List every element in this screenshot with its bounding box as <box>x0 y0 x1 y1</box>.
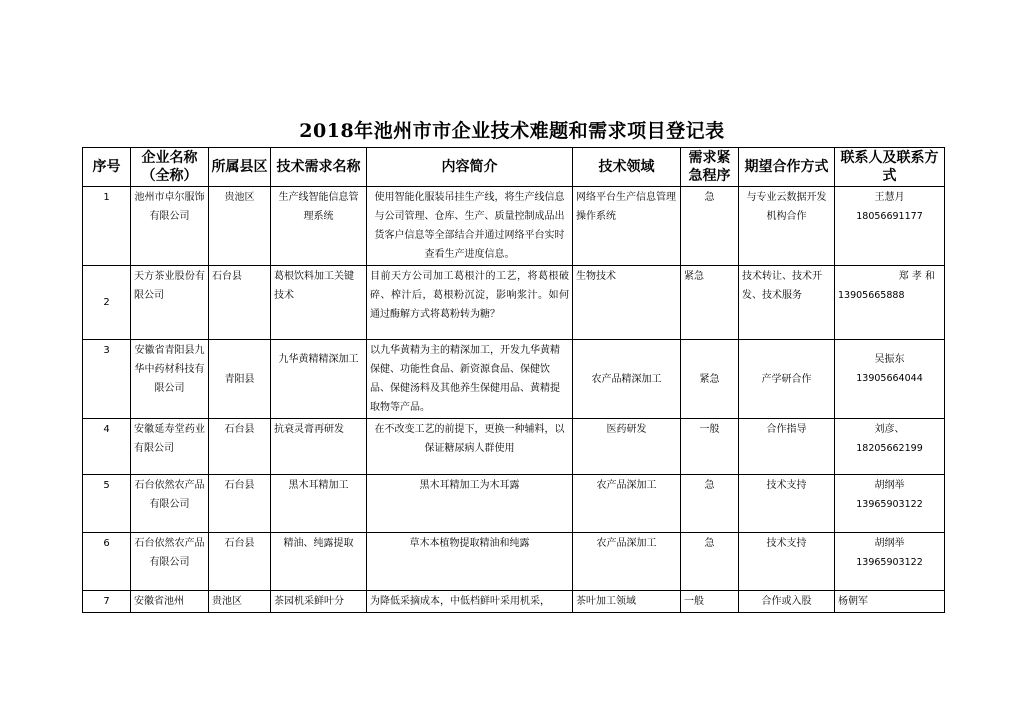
cell-need: 九华黄精精深加工 <box>271 340 367 419</box>
cell-no: 2 <box>83 266 131 340</box>
cell-contact <box>835 591 945 613</box>
cell-urgency: 紧急 <box>681 266 739 340</box>
cell-no: 7 <box>83 591 131 613</box>
header-need: 技术需求名称 <box>271 148 367 187</box>
cell-field: 网络平台生产信息管理操作系统 <box>573 187 681 266</box>
cell-company: 安徽省青阳县九华中药材科技有限公司 <box>131 340 209 419</box>
cell-county: 石台县 <box>209 266 271 340</box>
cell-county: 贵池区 <box>209 187 271 266</box>
cell-need: 黑木耳精加工 <box>271 475 367 533</box>
cell-no: 5 <box>83 475 131 533</box>
project-table <box>82 147 945 613</box>
cell-company: 安徽省池州 <box>131 591 209 613</box>
cell-field: 农产品深加工 <box>573 475 681 533</box>
cell-intro: 黑木耳精加工为木耳露 <box>367 475 573 533</box>
cell-urgency: 急 <box>681 533 739 591</box>
cell-intro: 使用智能化服装吊挂生产线，将生产线信息与公司管理、仓库、生产、质量控制成品出货客户信息等全部结合并通过网络平台实时查看生产进度信息。 <box>367 187 573 266</box>
cell-need: 葛根饮料加工关键技术 <box>271 266 367 340</box>
cell-coop: 合作指导 <box>739 419 835 475</box>
header-coop: 期望合作方式 <box>739 148 835 187</box>
cell-county: 贵池区 <box>209 591 271 613</box>
contact-name: 杨朝军 <box>838 596 868 607</box>
cell-intro: 以九华黄精为主的精深加工，开发九华黄精保健、功能性食品、新资源食品、保健饮品、保健汤料及其他养生保健用品、黄精提取物等产品。 <box>367 340 573 419</box>
contact-phone: 18205662199 <box>856 443 923 454</box>
cell-contact <box>835 475 945 533</box>
cell-field: 农产品深加工 <box>573 533 681 591</box>
contact-name: 吴振东 <box>874 354 905 365</box>
header-field: 技术领域 <box>573 148 681 187</box>
cell-contact <box>835 266 945 340</box>
page-title: 2018年池州市市企业技术难题和需求项目登记表 <box>299 120 725 142</box>
header-contact: 联系人及联系方式 <box>835 148 945 187</box>
cell-intro: 在不改变工艺的前提下，更换一种辅料，以保证糖尿病人群使用 <box>367 419 573 475</box>
cell-no: 4 <box>83 419 131 475</box>
contact-phone: 18056691177 <box>856 211 923 222</box>
cell-contact <box>835 187 945 266</box>
contact-phone: 13965903122 <box>856 499 923 510</box>
cell-contact <box>835 419 945 475</box>
cell-county: 石台县 <box>209 419 271 475</box>
contact-name: 郑 孝 和 <box>898 271 935 282</box>
contact-phone: 13905665888 <box>838 290 905 301</box>
cell-coop: 技术支持 <box>739 533 835 591</box>
contact-name: 王慧月 <box>874 192 905 203</box>
cell-company: 池州市卓尔服饰有限公司 <box>131 187 209 266</box>
header-urgency: 需求紧急程序 <box>681 148 739 187</box>
cell-field: 农产品精深加工 <box>573 340 681 419</box>
cell-field: 生物技术 <box>573 266 681 340</box>
cell-coop: 技术支持 <box>739 475 835 533</box>
table-row <box>83 591 945 613</box>
contact-name: 胡纲举 <box>874 538 905 549</box>
cell-county: 石台县 <box>209 475 271 533</box>
cell-urgency: 一般 <box>681 591 739 613</box>
cell-county: 青阳县 <box>209 340 271 419</box>
cell-urgency: 急 <box>681 475 739 533</box>
cell-need: 生产线智能信息管理系统 <box>271 187 367 266</box>
cell-field: 茶叶加工领域 <box>573 591 681 613</box>
table-row <box>83 187 945 266</box>
cell-urgency: 急 <box>681 187 739 266</box>
contact-phone: 13905664044 <box>856 373 923 384</box>
cell-field: 医药研发 <box>573 419 681 475</box>
header-company: 企业名称（全称） <box>131 148 209 187</box>
cell-coop: 产学研合作 <box>739 340 835 419</box>
table-row <box>83 533 945 591</box>
cell-company: 石台依然农产品有限公司 <box>131 475 209 533</box>
cell-coop: 与专业云数据开发机构合作 <box>739 187 835 266</box>
cell-contact <box>835 340 945 419</box>
cell-no: 1 <box>83 187 131 266</box>
cell-need: 茶园机采鲜叶分 <box>271 591 367 613</box>
header-county: 所属县区 <box>209 148 271 187</box>
contact-name: 胡纲举 <box>874 480 905 491</box>
table-header-row <box>83 148 945 187</box>
header-intro: 内容简介 <box>367 148 573 187</box>
cell-contact <box>835 533 945 591</box>
table-row <box>83 475 945 533</box>
cell-coop: 技术转让、技术开发、技术服务 <box>739 266 835 340</box>
cell-need: 抗衰灵膏再研发 <box>271 419 367 475</box>
table-row <box>83 340 945 419</box>
header-no: 序号 <box>83 148 131 187</box>
cell-company: 安徽延寿堂药业有限公司 <box>131 419 209 475</box>
table-row <box>83 266 945 340</box>
cell-coop: 合作或入股 <box>739 591 835 613</box>
cell-company: 天方茶业股份有限公司 <box>131 266 209 340</box>
cell-intro: 草木本植物提取精油和纯露 <box>367 533 573 591</box>
cell-no: 6 <box>83 533 131 591</box>
cell-urgency: 紧急 <box>681 340 739 419</box>
cell-intro: 目前天方公司加工葛根汁的工艺，将葛根破碎、榨汁后，葛根粉沉淀，影响浆汁。如何通过酶解方式将葛粉转为糖？ <box>367 266 573 340</box>
cell-need: 精油、纯露提取 <box>271 533 367 591</box>
cell-urgency: 一般 <box>681 419 739 475</box>
cell-intro: 为降低采摘成本，中低档鲜叶采用机采， <box>367 591 573 613</box>
contact-name: 刘彦、 <box>874 424 905 435</box>
cell-no: 3 <box>83 340 131 419</box>
cell-county: 石台县 <box>209 533 271 591</box>
contact-phone: 13965903122 <box>856 557 923 568</box>
table-row <box>83 419 945 475</box>
cell-company: 石台依然农产品有限公司 <box>131 533 209 591</box>
